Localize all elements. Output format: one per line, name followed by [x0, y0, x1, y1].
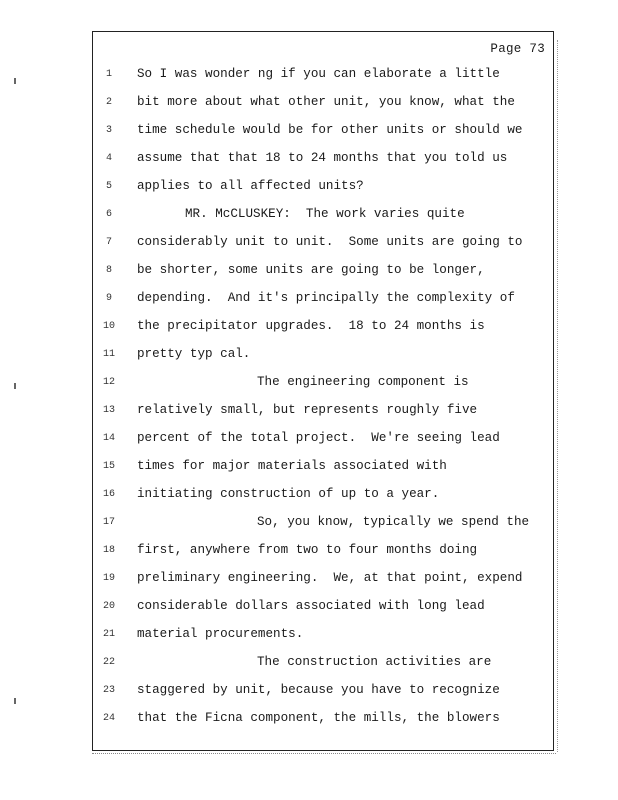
transcript-line [93, 289, 553, 309]
line-number: 15 [102, 461, 115, 472]
line-number: 5 [105, 181, 112, 192]
line-text: preliminary engineering. We, at that point, expend [137, 571, 523, 585]
line-number: 10 [102, 321, 115, 332]
transcript-line [93, 401, 553, 421]
line-text: assume that that 18 to 24 months that you told us [137, 151, 508, 165]
line-number: 19 [102, 573, 115, 584]
line-text: The engineering component is [257, 375, 469, 389]
transcript-page [92, 31, 554, 751]
transcript-line [93, 261, 553, 281]
line-text: times for major materials associated with [137, 459, 447, 473]
line-text: MR. McCLUSKEY: The work varies quite [185, 207, 465, 221]
line-text: pretty typ cal. [137, 347, 251, 361]
line-number: 13 [102, 405, 115, 416]
transcript-line [93, 541, 553, 561]
line-text: depending. And it's principally the complexity of [137, 291, 515, 305]
transcript-line [93, 681, 553, 701]
line-number: 3 [105, 125, 112, 136]
line-number: 4 [105, 153, 112, 164]
line-text: considerably unit to unit. Some units are going to [137, 235, 523, 249]
transcript-line [93, 485, 553, 505]
transcript-line [93, 625, 553, 645]
transcript-line [93, 345, 553, 365]
line-number: 24 [102, 713, 115, 724]
line-number: 22 [102, 657, 115, 668]
transcript-line [93, 569, 553, 589]
line-text: initiating construction of up to a year. [137, 487, 440, 501]
line-text: relatively small, but represents roughly five [137, 403, 478, 417]
line-text: time schedule would be for other units or should we [137, 123, 523, 137]
transcript-line [93, 597, 553, 617]
line-number: 20 [102, 601, 115, 612]
line-text: first, anywhere from two to four months doing [137, 543, 478, 557]
scan-mark [14, 698, 16, 704]
line-number: 21 [102, 629, 115, 640]
line-number: 9 [105, 293, 112, 304]
line-number: 23 [102, 685, 115, 696]
transcript-line [93, 149, 553, 169]
line-text: that the Ficna component, the mills, the blowers [137, 711, 500, 725]
line-number: 6 [105, 209, 112, 220]
line-number: 1 [105, 69, 112, 80]
page-number: Page 73 [490, 42, 545, 56]
transcript-line [93, 233, 553, 253]
line-text: considerable dollars associated with long lead [137, 599, 485, 613]
transcript-line [93, 205, 553, 225]
right-margin-rule [557, 40, 559, 752]
transcript-line [93, 177, 553, 197]
line-number: 12 [102, 377, 115, 388]
line-number: 18 [102, 545, 115, 556]
transcript-line [93, 457, 553, 477]
line-text: staggered by unit, because you have to recognize [137, 683, 500, 697]
transcript-line [93, 65, 553, 85]
line-text: So I was wonder ng if you can elaborate a little [137, 67, 500, 81]
line-number: 8 [105, 265, 112, 276]
transcript-line [93, 709, 553, 729]
line-text: the precipitator upgrades. 18 to 24 months is [137, 319, 485, 333]
transcript-line [93, 653, 553, 673]
line-text: The construction activities are [257, 655, 492, 669]
line-text: So, you know, typically we spend the [257, 515, 530, 529]
line-text: percent of the total project. We're seeing lead [137, 431, 500, 445]
line-number: 11 [102, 349, 115, 360]
scan-mark [14, 383, 16, 389]
transcript-line [93, 513, 553, 533]
scan-mark [14, 78, 16, 84]
transcript-line [93, 429, 553, 449]
line-text: bit more about what other unit, you know, what the [137, 95, 515, 109]
transcript-line [93, 121, 553, 141]
line-number: 16 [102, 489, 115, 500]
line-number: 7 [105, 237, 112, 248]
line-text: applies to all affected units? [137, 179, 364, 193]
transcript-line [93, 93, 553, 113]
line-text: be shorter, some units are going to be longer, [137, 263, 485, 277]
bottom-rule [92, 753, 556, 755]
transcript-line [93, 317, 553, 337]
transcript-line [93, 373, 553, 393]
line-number: 14 [102, 433, 115, 444]
line-number: 17 [102, 517, 115, 528]
line-text: material procurements. [137, 627, 304, 641]
line-number: 2 [105, 97, 112, 108]
